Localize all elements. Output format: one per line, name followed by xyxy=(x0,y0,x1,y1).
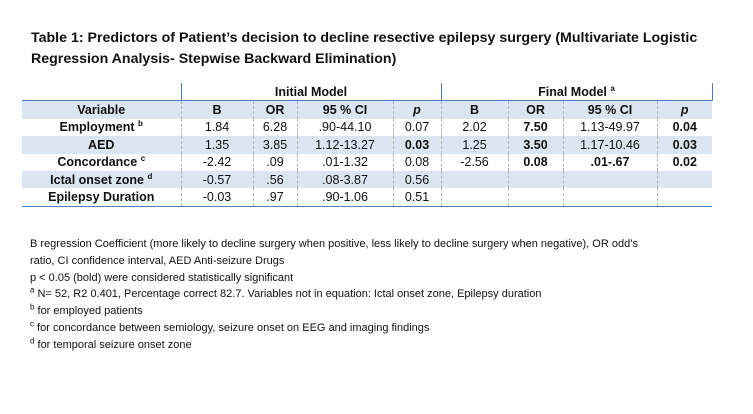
row-label xyxy=(22,188,181,206)
col-header-ci: 95 % CI xyxy=(297,101,393,119)
col-header-b-final: B xyxy=(441,101,508,119)
cell: 0.02 xyxy=(672,155,697,170)
row-label-sup: d xyxy=(147,171,153,181)
footnote-c-sup: c xyxy=(30,319,34,329)
cell: 1.13-49.97 xyxy=(563,119,657,136)
row-label-text: AED xyxy=(88,137,115,152)
group-header-blank xyxy=(22,83,181,101)
cell xyxy=(657,171,712,188)
group-header-row xyxy=(22,83,712,101)
cell: 0.08 xyxy=(508,154,563,171)
col-header-p: p xyxy=(393,101,441,119)
row-label xyxy=(22,154,181,171)
row-label xyxy=(22,136,181,153)
row-label-text: Epilepsy Duration xyxy=(48,190,155,205)
cell xyxy=(508,188,563,206)
footnote-b-text: for employed patients xyxy=(34,305,143,318)
final-model-label: Final Model xyxy=(538,84,607,99)
cell: .08-3.87 xyxy=(297,171,393,188)
cell: .97 xyxy=(253,188,297,206)
initial-model-header: Initial Model xyxy=(181,83,441,101)
footnote-a-text: N= 52, R2 0.401, Percentage correct 82.7. Variables not in equation: Ictal onset zone, Epilepsy duration xyxy=(34,288,542,301)
cell: 3.50 xyxy=(508,136,563,153)
cell: .01-.67 xyxy=(563,154,657,171)
cell: 7.50 xyxy=(508,119,563,136)
cell: 6.28 xyxy=(253,119,297,136)
table-row xyxy=(22,136,712,153)
cell: .01-1.32 xyxy=(297,154,393,171)
cell: 3.85 xyxy=(253,136,297,153)
row-label-text: Concordance xyxy=(57,155,138,170)
cell: -0.03 xyxy=(181,188,253,206)
final-model-header xyxy=(441,83,712,101)
row-label xyxy=(22,171,181,188)
cell: .56 xyxy=(253,171,297,188)
footnote-a xyxy=(30,286,720,303)
row-label-sup: b xyxy=(138,119,143,129)
cell xyxy=(508,171,563,188)
cell: 1.35 xyxy=(181,136,253,153)
table-title xyxy=(31,28,731,70)
cell: 1.84 xyxy=(181,119,253,136)
cell: 0.51 xyxy=(393,188,441,206)
col-header-ci-final: 95 % CI xyxy=(563,101,657,119)
footnote-b xyxy=(30,303,720,320)
footnote-line-1: B regression Coefficient (more likely to decline surgery when positive, less likely to decline surgery when negative), OR odd’s xyxy=(30,238,638,250)
cell: -0.57 xyxy=(181,171,253,188)
cell: .09 xyxy=(253,154,297,171)
col-header-p-final: p xyxy=(657,101,712,119)
title-line-1: Table 1: Predictors of Patient’s decision to decline resective epilepsy surgery (Multivariate Logistic xyxy=(31,30,698,46)
footnote-line-2: ratio, CI confidence interval, AED Anti-seizure Drugs xyxy=(30,254,285,267)
cell: 2.02 xyxy=(441,119,508,136)
row-label-text: Ictal onset zone xyxy=(50,172,144,187)
cell: 0.07 xyxy=(393,119,441,136)
cell: 0.08 xyxy=(393,154,441,171)
col-header-or: OR xyxy=(253,101,297,119)
footnote-b-sup: b xyxy=(30,302,35,312)
cell: .90-44.10 xyxy=(297,119,393,136)
regression-table xyxy=(22,83,713,207)
cell: 0.03 xyxy=(657,136,712,153)
final-model-sup: a xyxy=(610,83,615,93)
footnote-c xyxy=(30,320,720,337)
cell xyxy=(441,171,508,188)
col-header-or-final: OR xyxy=(508,101,563,119)
column-header-row xyxy=(22,101,712,119)
cell: 0.04 xyxy=(672,120,697,135)
cell: 0.56 xyxy=(393,171,441,188)
cell: 1.25 xyxy=(441,136,508,153)
footnote-d-sup: d xyxy=(30,336,35,346)
cell: -2.42 xyxy=(181,154,253,171)
cell: -2.56 xyxy=(441,154,508,171)
cell: 1.17-10.46 xyxy=(563,136,657,153)
cell xyxy=(563,188,657,206)
footnote-a-sup: a xyxy=(30,285,35,295)
title-line-2: Regression Analysis- Stepwise Backward Elimination) xyxy=(31,51,397,67)
row-label-text: Employment xyxy=(59,120,135,135)
cell: 0.03 xyxy=(393,136,441,153)
footnote-significance: p < 0.05 (bold) were considered statistically significant xyxy=(30,271,294,284)
cell xyxy=(441,188,508,206)
table-row xyxy=(22,119,712,136)
footnote-c-text: for concordance between semiology, seizure onset on EEG and imaging findings xyxy=(34,321,430,334)
table-footnotes xyxy=(30,236,720,354)
footnote-d-text: for temporal seizure onset zone xyxy=(34,338,192,351)
table-row xyxy=(22,188,712,206)
row-label xyxy=(22,119,181,136)
cell: .90-1.06 xyxy=(297,188,393,206)
col-header-b: B xyxy=(181,101,253,119)
table-row xyxy=(22,171,712,188)
row-label-sup: c xyxy=(140,154,146,164)
cell xyxy=(563,171,657,188)
footnote-d xyxy=(30,337,720,354)
col-header-variable: Variable xyxy=(22,101,181,119)
table-row xyxy=(22,154,712,171)
cell: 1.12-13.27 xyxy=(297,136,393,153)
cell xyxy=(657,188,712,206)
